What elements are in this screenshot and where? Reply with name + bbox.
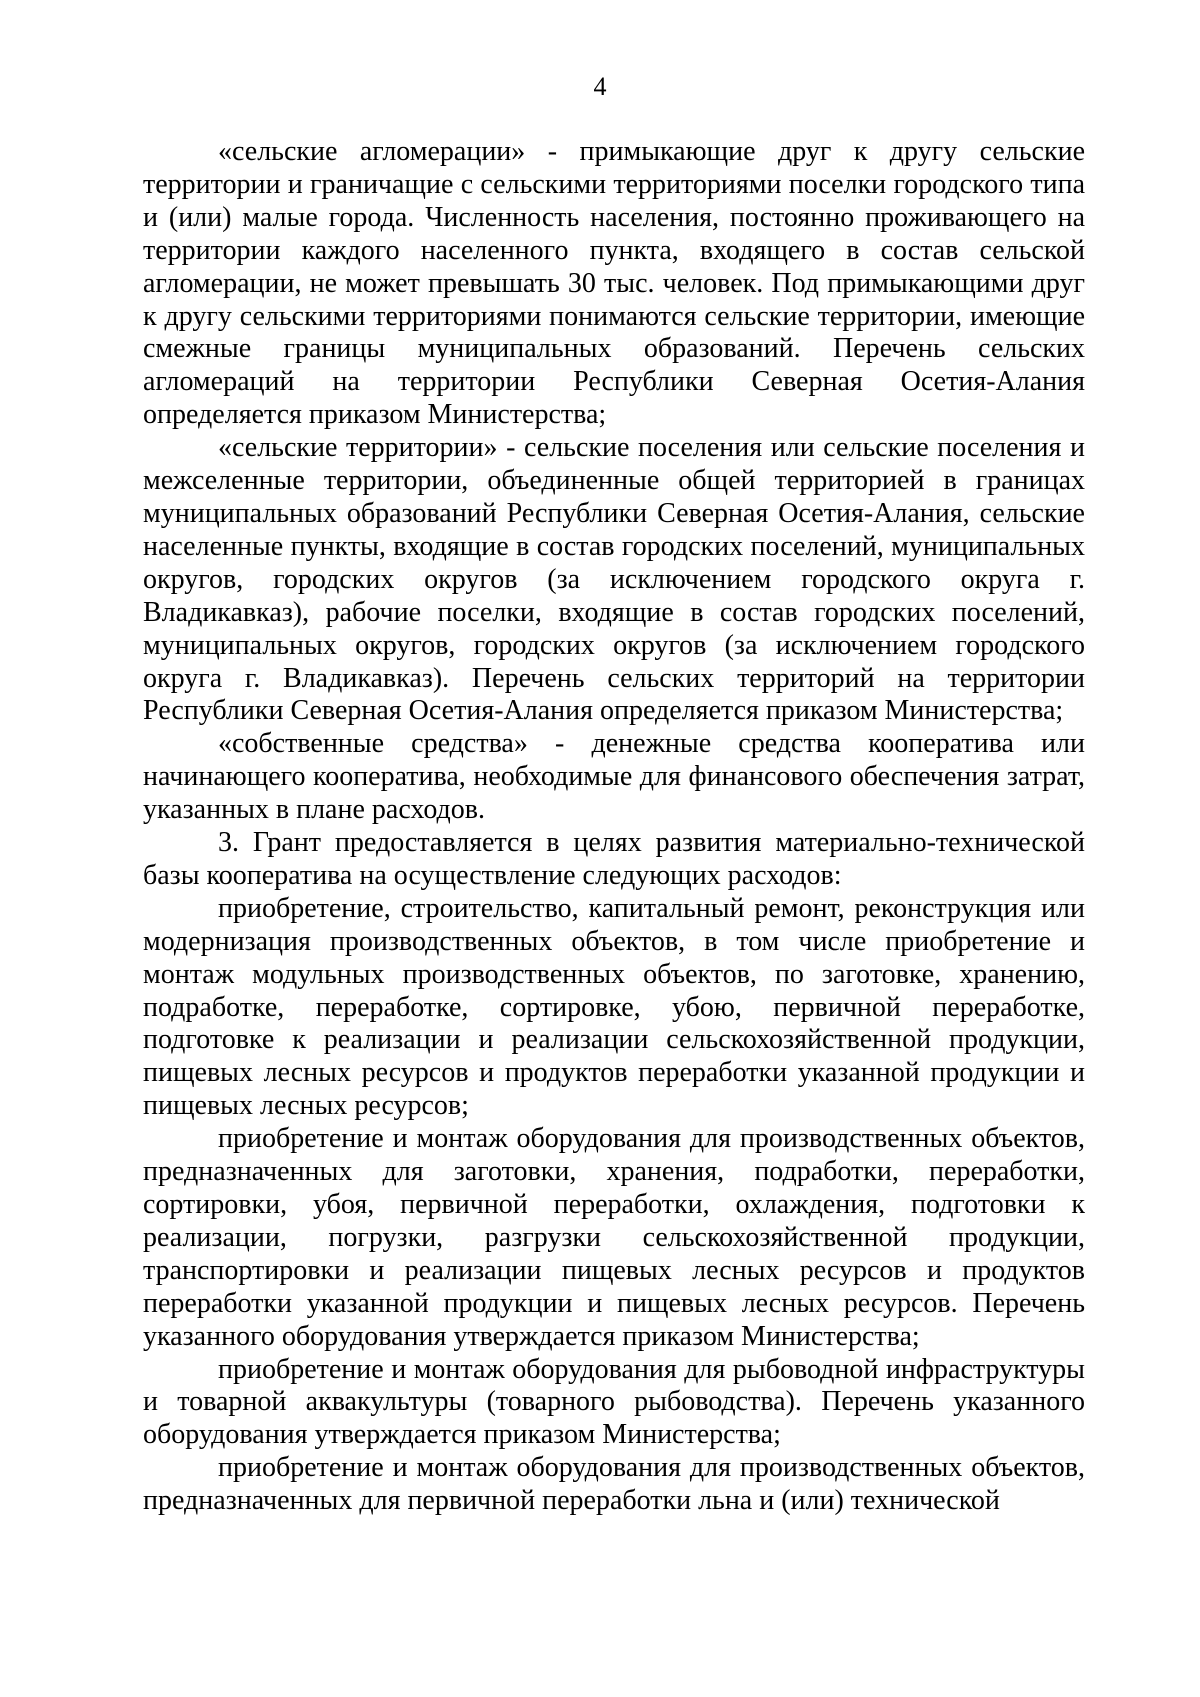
page-number: 4 <box>593 72 607 101</box>
paragraph-rural-territories: «сельские территории» - сельские поселения или сельские поселения и межселенные территории, объединенные общей территорией в границах муниципальных образований Республики Северная Осетия-Алания, сельские населенные пункты, входящие в состав городских поселений, муниципальных округов, городских округов (за исключением городского округа г. Владикавказ), рабочие поселки, входящие в состав городских поселений, муниципальных округов, городских округов (за исключением городского округа г. Владикавказ). Перечень сельских территорий на территории Республики Северная Осетия-Алания определяется приказом Министерства; <box>143 432 1085 727</box>
paragraph-grant-purpose: 3. Грант предоставляется в целях развития материально-технической базы кооператива на осуществление следующих расходов: <box>143 827 1085 891</box>
paragraph-equipment-facilities: приобретение и монтаж оборудования для производственных объектов, предназначенных для заготовки, хранения, подработки, переработки, сортировки, убоя, первичной переработки, охлаждения, подготовки к реализации, погрузки, разгрузки сельскохозяйственной продукции, транспортировки и реализации пищевых лесных ресурсов и продуктов переработки указанной продукции и пищевых лесных ресурсов. Перечень указанного оборудования утверждается приказом Министерства; <box>143 1123 1085 1352</box>
paragraph-rural-agglomerations: «сельские агломерации» - примыкающие друг к другу сельские территории и граничащие с сельскими территориями поселки городского типа и (или) малые города. Численность населения, постоянно проживающего на территории каждого населенного пункта, входящего в состав сельской агломерации, не может превышать 30 тыс. человек. Под примыкающими друг к другу сельскими территориями понимаются сельские территории, имеющие смежные границы муниципальных образований. Перечень сельских агломераций на территории Республики Северная Осетия-Алания определяется приказом Министерства; <box>143 136 1085 431</box>
paragraph-production-facilities: приобретение, строительство, капитальный ремонт, реконструкция или модернизация производственных объектов, в том числе приобретение и монтаж модульных производственных объектов, по заготовке, хранению, подработке, переработке, сортировке, убою, первичной переработке, подготовке к реализации и реализации сельскохозяйственной продукции, пищевых лесных ресурсов и продуктов переработки указанной продукции и пищевых лесных ресурсов; <box>143 892 1085 1122</box>
document-body <box>143 136 1085 1518</box>
paragraph-flax-processing: приобретение и монтаж оборудования для производственных объектов, предназначенных для первичной переработки льна и (или) технической <box>143 1452 1085 1517</box>
paragraph-aquaculture-equipment: приобретение и монтаж оборудования для рыбоводной инфраструктуры и товарной аквакультуры (товарного рыбоводства). Перечень указанного оборудования утверждается приказом Министерства; <box>143 1353 1085 1451</box>
paragraph-own-funds: «собственные средства» - денежные средства кооператива или начинающего кооператива, необходимые для финансового обеспечения затрат, указанных в плане расходов. <box>143 728 1085 826</box>
